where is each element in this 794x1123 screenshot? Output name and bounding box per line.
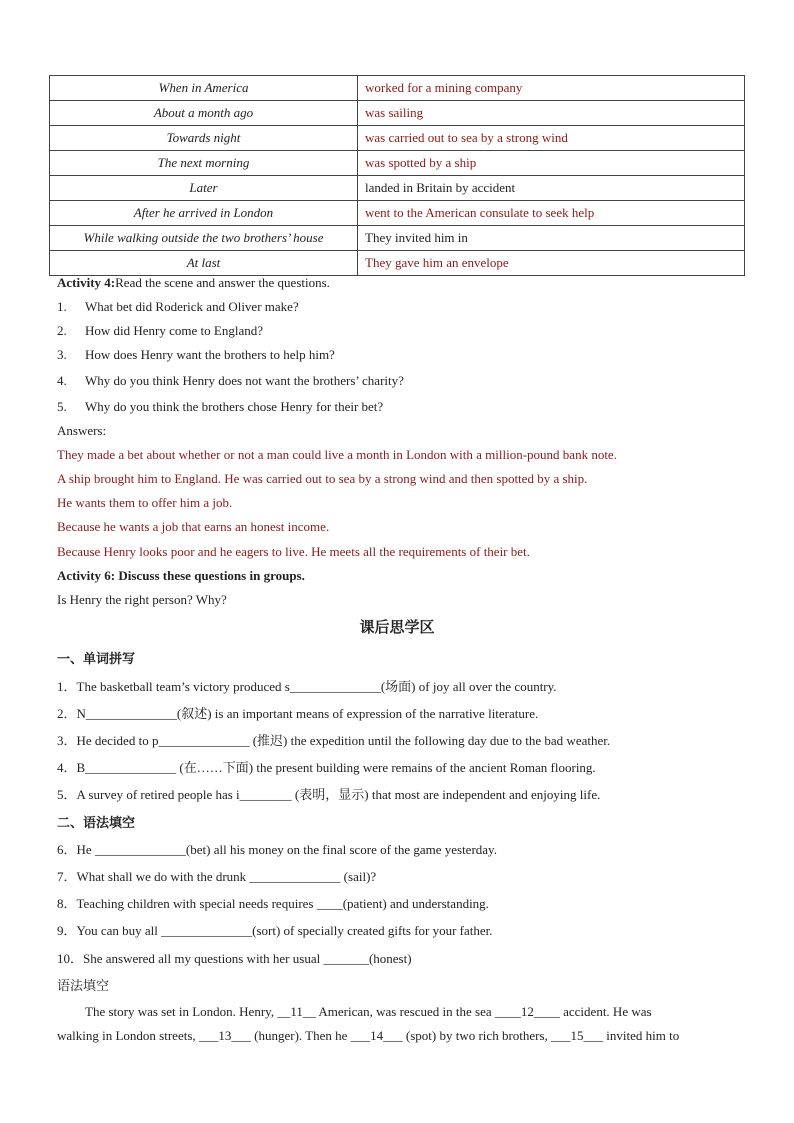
timeline-row bbox=[50, 176, 745, 201]
grammar-item-8: 8．Teaching children with special needs requires ____(patient) and understanding. bbox=[57, 896, 489, 911]
timeline-time-cell: After he arrived in London bbox=[50, 201, 358, 226]
timeline-time-cell: While walking outside the two brothers’ house bbox=[50, 226, 358, 251]
activity4-instruction: Read the scene and answer the questions. bbox=[115, 275, 330, 290]
timeline-table bbox=[49, 75, 745, 276]
timeline-time-cell: Later bbox=[50, 176, 358, 201]
answer-2: A ship brought him to England. He was carried out to sea by a strong wind and then spotted by a ship. bbox=[57, 471, 588, 486]
grammar-item-10: 10．She answered all my questions with her usual _______(honest) bbox=[57, 951, 412, 966]
timeline-time-cell: About a month ago bbox=[50, 101, 358, 126]
question-5: 5. Why do you think the brothers chose Henry for their bet? bbox=[57, 399, 384, 414]
question-1: 1. What bet did Roderick and Oliver make? bbox=[57, 299, 299, 314]
timeline-event-cell: was sailing bbox=[358, 101, 745, 126]
timeline-row bbox=[50, 76, 745, 101]
timeline-row bbox=[50, 126, 745, 151]
activity6-question: Is Henry the right person? Why? bbox=[57, 592, 227, 607]
spelling-item-4: 4．B______________ (在……下面) the present building were remains of the ancient Roman flooring. bbox=[57, 760, 596, 775]
timeline-row bbox=[50, 151, 745, 176]
question-4: 4. Why do you think Henry does not want the brothers’ charity? bbox=[57, 373, 404, 388]
activity4-label: Activity 4: bbox=[57, 275, 116, 290]
timeline-row bbox=[50, 251, 745, 276]
activity6-heading: Activity 6: Discuss these questions in groups. bbox=[57, 568, 305, 583]
grammar-passage-heading: 语法填空 bbox=[57, 978, 110, 993]
timeline-time-cell: At last bbox=[50, 251, 358, 276]
timeline-row bbox=[50, 226, 745, 251]
spelling-item-2: 2．N______________(叙述) is an important means of expression of the narrative literature. bbox=[57, 706, 539, 721]
answer-5: Because Henry looks poor and he eagers to live. He meets all the requirements of their bet. bbox=[57, 544, 530, 559]
section-title: 课后思学区 bbox=[359, 618, 435, 636]
timeline-event-cell: They gave him an envelope bbox=[358, 251, 745, 276]
activity4-line bbox=[57, 275, 330, 291]
spelling-item-3: 3．He decided to p______________ (推迟) the expedition until the following day due to the bad weather. bbox=[57, 733, 611, 748]
timeline-time-cell: Towards night bbox=[50, 126, 358, 151]
answers-label: Answers: bbox=[57, 423, 107, 438]
timeline-time-cell: The next morning bbox=[50, 151, 358, 176]
timeline-event-cell: worked for a mining company bbox=[358, 76, 745, 101]
grammar-item-7: 7．What shall we do with the drunk ______________ (sail)? bbox=[57, 869, 377, 884]
timeline-row bbox=[50, 201, 745, 226]
timeline-event-cell: landed in Britain by accident bbox=[358, 176, 745, 201]
timeline-event-cell: They invited him in bbox=[358, 226, 745, 251]
grammar-passage bbox=[57, 1000, 729, 1048]
spelling-item-5: 5．A survey of retired people has i________ (表明，显示) that most are independent and enjoying life. bbox=[57, 787, 601, 802]
grammar-item-6: 6．He ______________(bet) all his money on the final score of the game yesterday. bbox=[57, 842, 497, 857]
answer-1: They made a bet about whether or not a man could live a month in London with a million-pound bank note. bbox=[57, 447, 617, 462]
grammar-passage-line-1: The story was set in London. Henry, __11__ American, was rescued in the sea ____12____ accident. He was bbox=[85, 1004, 652, 1019]
timeline-event-cell: was spotted by a ship bbox=[358, 151, 745, 176]
timeline-event-cell: went to the American consulate to seek help bbox=[358, 201, 745, 226]
question-2: 2. How did Henry come to England? bbox=[57, 323, 263, 338]
timeline-row bbox=[50, 101, 745, 126]
timeline-event-cell: was carried out to sea by a strong wind bbox=[358, 126, 745, 151]
timeline-time-cell: When in America bbox=[50, 76, 358, 101]
answer-4: Because he wants a job that earns an honest income. bbox=[57, 519, 330, 534]
part1-heading: 一、单词拼写 bbox=[57, 652, 136, 667]
question-3: 3. How does Henry want the brothers to help him? bbox=[57, 347, 335, 362]
spelling-item-1: 1．The basketball team’s victory produced s______________(场面) of joy all over the country. bbox=[57, 679, 557, 694]
answer-3: He wants them to offer him a job. bbox=[57, 495, 233, 510]
grammar-passage-line-2: walking in London streets, ___13___ (hunger). Then he ___14___ (spot) by two rich brothers, ___15___ invited him to bbox=[57, 1028, 680, 1043]
part2-heading: 二、语法填空 bbox=[57, 816, 136, 831]
grammar-item-9: 9．You can buy all ______________(sort) of specially created gifts for your father. bbox=[57, 923, 493, 938]
